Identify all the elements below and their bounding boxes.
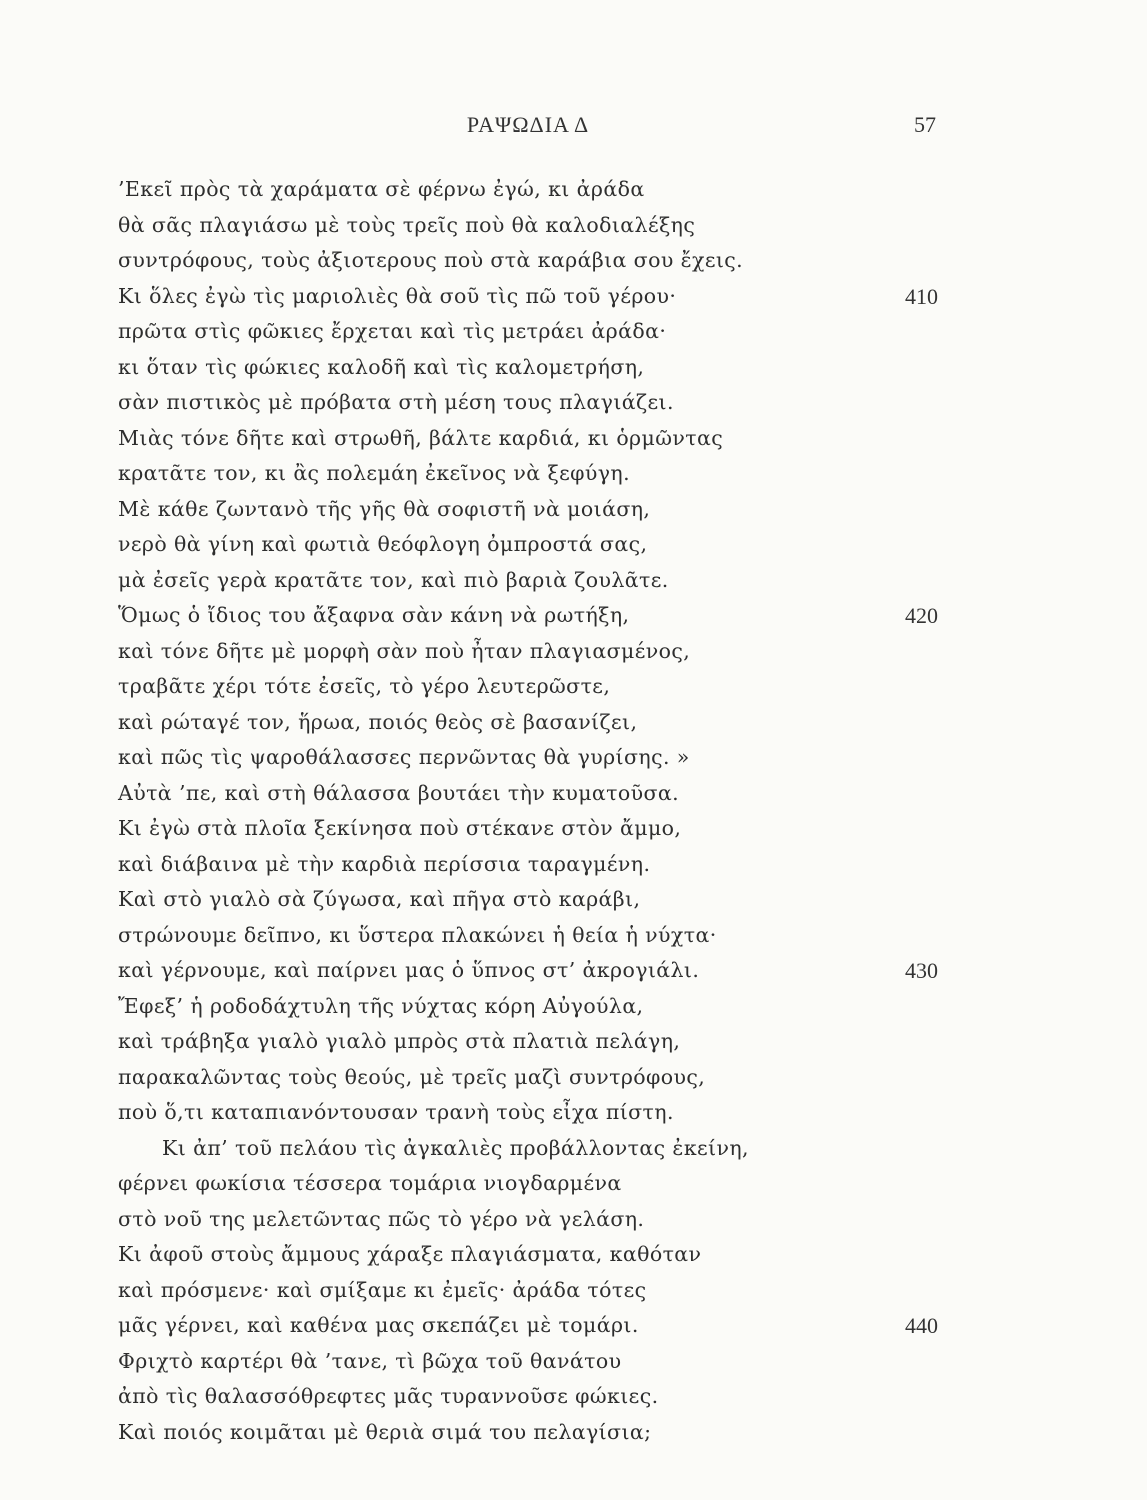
verse-line xyxy=(118,243,948,279)
verse-text: ποὺ ὅ,τι καταπιανόντουσαν τρανὴ τοὺς εἶχα πίστη. xyxy=(118,1100,674,1124)
verse-line xyxy=(118,1024,948,1060)
running-title: ΡΑΨΩΔΙΑ Δ xyxy=(466,112,590,137)
verse-text: Φριχτὸ καρτέρι θὰ ’τανε, τὶ βῶχα τοῦ θανάτου xyxy=(118,1348,622,1373)
verse-text: καὶ γέρνουμε, καὶ παίρνει μας ὁ ὕπνος στ’ ἀκρογιάλι. xyxy=(118,958,700,982)
line-number: 420 xyxy=(905,603,938,628)
verse-line xyxy=(118,1166,948,1202)
line-number: 410 xyxy=(905,283,938,309)
verse-text: Κι ἀπ’ τοῦ πελάου τὶς ἀγκαλιὲς προβάλλοντας ἐκείνη, xyxy=(162,1135,749,1160)
verse-text: καὶ πρόσμενε· καὶ σμίξαμε κι ἐμεῖς· ἀράδα τότες xyxy=(118,1277,647,1302)
verse-text: στὸ νοῦ της μελετῶντας πῶς τὸ γέρο νὰ γελάση. xyxy=(118,1206,645,1231)
verse-text: Ἔφεξ’ ἡ ροδοδάχτυλη τῆς νύχτας κόρη Αὐγούλα, xyxy=(118,993,644,1018)
verse-line xyxy=(118,918,948,954)
line-number: 440 xyxy=(905,1313,938,1338)
verse-text: Μιὰς τόνε δῆτε καὶ στρωθῆ, βάλτε καρδιά, κι ὁρμῶντας xyxy=(118,425,724,450)
verse-text: Καὶ στὸ γιαλὸ σὰ ζύγωσα, καὶ πῆγα στὸ καράβι, xyxy=(118,887,641,911)
page-number: 57 xyxy=(914,112,936,137)
verse-line xyxy=(118,598,948,634)
verse-text: μᾶς γέρνει, καὶ καθένα μας σκεπάζει μὲ τομάρι. xyxy=(118,1313,639,1337)
verse-line xyxy=(118,527,948,563)
verse-line xyxy=(118,385,948,421)
verse-text: κι ὅταν τὶς φώκιες καλοδῆ καὶ τὶς καλομετρήση, xyxy=(118,354,645,379)
verse-line xyxy=(118,1060,948,1096)
verse-text: Κι ὅλες ἐγὼ τὶς μαριολιὲς θὰ σοῦ τὶς πῶ τοῦ γέρου· xyxy=(118,283,677,308)
verse-text: ἀπὸ τὶς θαλασσόθρεφτες μᾶς τυραννοῦσε φώκιες. xyxy=(118,1384,659,1408)
verse-text: κρατᾶτε τον, κι ἂς πολεμάη ἐκεῖνος νὰ ξεφύγη. xyxy=(118,461,631,485)
verse-line xyxy=(118,1202,948,1238)
verse-text: Κι ἀφοῦ στοὺς ἄμμους χάραξε πλαγιάσματα, καθόταν xyxy=(118,1242,702,1266)
verse-text: Κι ἐγὼ στὰ πλοῖα ξεκίνησα ποὺ στέκανε στὸν ἄμμο, xyxy=(118,816,682,840)
verse-line xyxy=(118,1415,948,1451)
verse-text: συντρόφους, τοὺς ἀξιοτερους ποὺ στὰ καράβια σου ἔχεις. xyxy=(118,248,744,272)
verse-text: στρώνουμε δεῖπνο, κι ὕστερα πλακώνει ἡ θεία ἡ νύχτα· xyxy=(118,922,717,947)
verse-line xyxy=(118,740,948,776)
verse-text: καὶ διάβαινα μὲ τὴν καρδιὰ περίσσια ταραγμένη. xyxy=(118,851,651,876)
verse-line xyxy=(118,350,948,386)
running-header xyxy=(120,112,936,148)
verse-text: μὰ ἐσεῖς γερὰ κρατᾶτε τον, καὶ πιὸ βαριὰ ζουλᾶτε. xyxy=(118,567,669,592)
verse-line xyxy=(118,314,948,350)
verse-text: Μὲ κάθε ζωντανὸ τῆς γῆς θὰ σοφιστῆ νὰ μοιάση, xyxy=(118,496,651,521)
verse-text: νερὸ θὰ γίνη καὶ φωτιὰ θεόφλογη ὀμπροστά σας, xyxy=(118,532,648,556)
verse-text: φέρνει φωκίσια τέσσερα τομάρια νιογδαρμένα xyxy=(118,1171,622,1195)
verse-line xyxy=(118,705,948,741)
verse-text: παρακαλῶντας τοὺς θεούς, μὲ τρεῖς μαζὶ συντρόφους, xyxy=(118,1064,706,1089)
verse-text: σὰν πιστικὸς μὲ πρόβατα στὴ μέση τους πλαγιάζει. xyxy=(118,390,674,414)
verse-line xyxy=(118,1095,948,1131)
verse-text: καὶ πῶς τὶς ψαροθάλασσες περνῶντας θὰ γυρίσης. » xyxy=(118,745,690,769)
verse-line xyxy=(118,811,948,847)
verse-line xyxy=(118,953,948,989)
verse-line xyxy=(118,882,948,918)
verse-line xyxy=(118,1379,948,1415)
verse-line xyxy=(118,847,948,883)
verse-line xyxy=(118,989,948,1025)
verse-text: Ὅμως ὁ ἴδιος του ἄξαφνα σὰν κάνη νὰ ρωτήξη, xyxy=(118,603,630,627)
verse-line xyxy=(118,1344,948,1380)
verse-line xyxy=(118,634,948,670)
verse-text: καὶ ρώταγέ τον, ἥρωα, ποιός θεὸς σὲ βασανίζει, xyxy=(118,709,638,734)
verse-line xyxy=(118,172,948,208)
verse-block xyxy=(118,172,948,1450)
verse-text: Αὐτὰ ’πε, καὶ στὴ θάλασσα βουτάει τὴν κυματοῦσα. xyxy=(118,780,680,805)
verse-line xyxy=(118,669,948,705)
verse-line xyxy=(118,563,948,599)
verse-line xyxy=(118,1237,948,1273)
verse-line xyxy=(118,279,948,315)
verse-text: θὰ σᾶς πλαγιάσω μὲ τοὺς τρεῖς ποὺ θὰ καλοδιαλέξης xyxy=(118,212,696,237)
verse-line xyxy=(118,456,948,492)
verse-line xyxy=(118,421,948,457)
verse-text: ’Εκεῖ πρὸς τὰ χαράματα σὲ φέρνω ἐγώ, κι ἀράδα xyxy=(118,177,645,201)
verse-line xyxy=(118,1273,948,1309)
verse-line xyxy=(118,1308,948,1344)
verse-line xyxy=(118,1131,948,1167)
verse-text: καὶ τόνε δῆτε μὲ μορφὴ σὰν ποὺ ἦταν πλαγιασμένος, xyxy=(118,638,691,663)
verse-line xyxy=(118,776,948,812)
verse-text: Καὶ ποιός κοιμᾶται μὲ θεριὰ σιμά του πελαγίσια; xyxy=(118,1419,652,1444)
verse-line xyxy=(118,492,948,528)
verse-text: καὶ τράβηξα γιαλὸ γιαλὸ μπρὸς στὰ πλατιὰ πελάγη, xyxy=(118,1029,681,1053)
verse-line xyxy=(118,208,948,244)
line-number: 430 xyxy=(905,958,938,983)
verse-text: τραβᾶτε χέρι τότε ἐσεῖς, τὸ γέρο λευτερῶστε, xyxy=(118,674,611,698)
verse-text: πρῶτα στὶς φῶκιες ἔρχεται καὶ τὶς μετράει ἀράδα· xyxy=(118,319,667,343)
